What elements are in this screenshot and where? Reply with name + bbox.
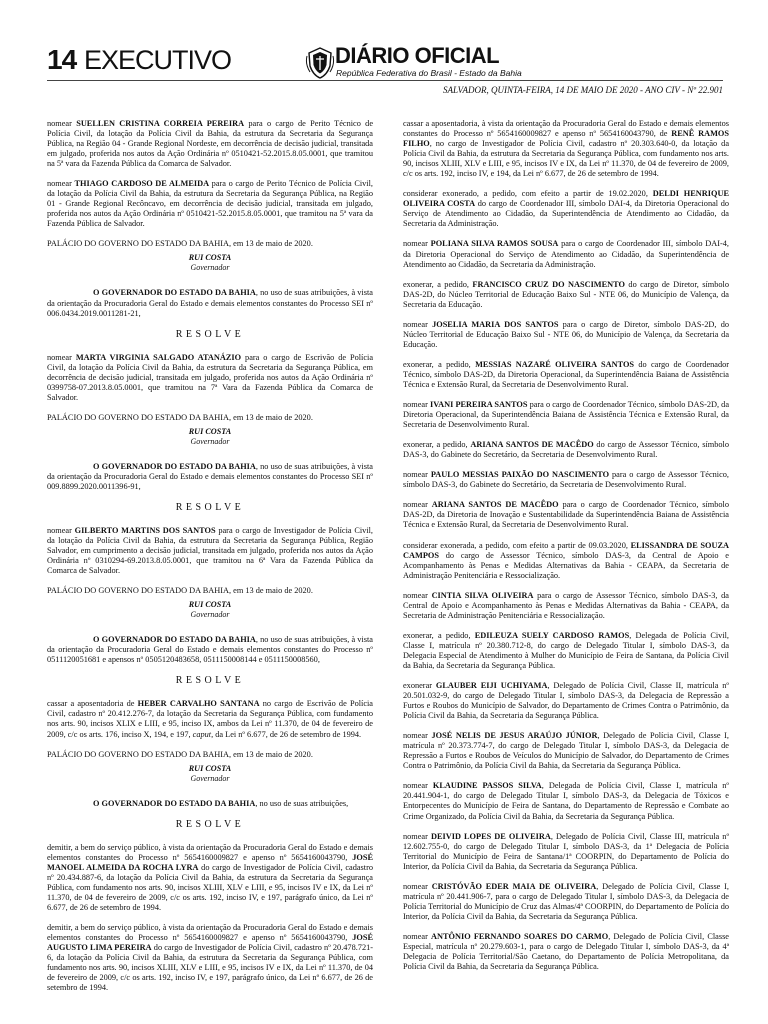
act-paragraph: nomear THIAGO CARDOSO DE ALMEIDA para o cargo de Perito Técnico de Polícia Civil, da lotação da Polícia Civil da Bahia, da estrutura da Secretaria da Segurança Pública, na Região 01 - Grande Regional Recôncavo, em decorrência de decisão judicial, transitada em julgado, proferida nos autos da Ação Ordinária nº 0510421-52.2015.8.05.0001, que tramitou na 5ª vara da Fazenda Pública de Salvador. bbox=[47, 179, 373, 229]
signature-place-date: PALÁCIO DO GOVERNO DO ESTADO DA BAHIA, em 13 de maio de 2020. bbox=[47, 412, 313, 422]
signature-place-date: PALÁCIO DO GOVERNO DO ESTADO DA BAHIA, em 13 de maio de 2020. bbox=[47, 239, 313, 249]
signatory-role: Governador bbox=[190, 263, 230, 273]
signatory-role: Governador bbox=[190, 610, 230, 620]
newspaper-title: DIÁRIO OFICIAL bbox=[335, 43, 500, 68]
signature-place-date: PALÁCIO DO GOVERNO DO ESTADO DA BAHIA, em 13 de maio de 2020. bbox=[47, 749, 313, 759]
right-column bbox=[403, 119, 729, 982]
header-rule bbox=[47, 80, 723, 81]
act-paragraph: exonerar, a pedido, ARIANA SANTOS DE MACÊDO do cargo de Assessor Técnico, símbolo DAS-3, do Gabinete do Secretário, da Secretaria de Desenvolvimento Rural. bbox=[403, 440, 729, 460]
act-paragraph: cassar a aposentadoria de HEBER CARVALHO SANTANA no cargo de Escrivão de Polícia Civil, cadastro nº 20.412.276-7, da lotação da Secretaria da Segurança Pública, com fundamento nos arts. 90, incisos XLIX e LIII, e 95, inciso IX, ambos da Lei nº 11.370, de 04 de fevereiro de 2009, c/c os arts. 176, inciso X, 194, e 197, caput, da Lei nº 6.677, de 26 de setembro de 1994. bbox=[47, 699, 373, 739]
governor-preamble: O GOVERNADOR DO ESTADO DA BAHIA, no uso de suas atribuições, à vista da orientação da Procuradoria Geral do Estado e demais elementos constantes do Processo SEI nº 006.0434.2019.0011281-21, bbox=[47, 288, 373, 318]
act-paragraph: nomear POLIANA SILVA RAMOS SOUSA para o cargo de Coordenador III, símbolo DAI-4, da Diretoria Operacional do Serviço de Atendimento ao Cidadão, da Superintendência de Atendimento ao Cidadão, da Secretaria da Administração. bbox=[403, 239, 729, 269]
act-paragraph: cassar a aposentadoria, à vista da orientação da Procuradoria Geral do Estado e demais elementos constantes do Processo nº 5654160009827 e apenso nº 5654160043790, de RENÊ RAMOS FILHO, no cargo de Investigador de Polícia Civil, cadastro nº 20.303.640-0, da lotação da Polícia Civil da Bahia, da estrutura da Secretaria da Segurança Pública, com fundamento nos arts. 90, incisos XLIII, XLV e LIII, e 95, incisos IV e IX, da Lei nº 11.370, de 04 de fevereiro de 2009, c/c os arts. 192, inciso IV, e 194, da Lei nº 6.677, de 26 de setembro de 1994. bbox=[403, 119, 729, 179]
governor-preamble: O GOVERNADOR DO ESTADO DA BAHIA, no uso de suas atribuições, bbox=[93, 798, 349, 808]
act-paragraph: nomear CRISTÓVÃO EDER MAIA DE OLIVEIRA, Delegado de Polícia Civil, Classe I, matrícula nº 20.441.906-7, para o cargo de Delegado Titular I, símbolo DAS-3, da Delegacia de Polícia Territorial do Município de Cruz das Almas/4ª COORPIN, do Departamento de Polícia do Interior, da Polícia Civil da Bahia, da Secretaria da Segurança Pública. bbox=[403, 881, 730, 921]
act-paragraph: exonerar, a pedido, MESSIAS NAZARÉ OLIVEIRA SANTOS do cargo de Coordenador Técnico, símbolo DAS-2D, da Diretoria Operacional, da Superintendência Baiana de Assistência Técnica e Extensão Rural, da Secretaria de Desenvolvimento Rural. bbox=[403, 359, 730, 389]
signatory-name: RUI COSTA bbox=[188, 600, 232, 610]
coat-of-arms-icon bbox=[305, 46, 335, 80]
dateline: SALVADOR, QUINTA-FEIRA, 14 DE MAIO DE 2020 - ANO CIV - Nº 22.901 bbox=[442, 85, 723, 95]
signatory-role: Governador bbox=[190, 436, 230, 446]
act-paragraph: nomear JOSÉ NELIS DE JESUS ARAÚJO JÚNIOR, Delegado de Polícia Civil, Classe I, matrícula nº 20.373.774-7, do cargo de Delegado Titular I, símbolo DAS-3, da Delegacia de Repressão a Furtos e Roubos de Veículos do Município de Salvador, do Departamento de Crimes Contra o Patrimônio, da Polícia Civil da Bahia, da Secretaria da Segurança Pública. bbox=[403, 731, 729, 771]
act-paragraph: exonerar, a pedido, FRANCISCO CRUZ DO NASCIMENTO do cargo de Diretor, símbolo DAS-2D, do Núcleo Territorial de Educação Baixo Sul - NTE 06, do Município de Valença, da Secretaria da Educação. bbox=[403, 279, 730, 309]
act-paragraph: exonerar, a pedido, EDILEUZA SUELY CARDOSO RAMOS, Delegada de Polícia Civil, Classe I, matrícula nº 20.380.712-8, do cargo de Delegado Titular I, símbolo DAS-3, da Delegacia Especial de Atendimento à Mulher do Município de Feira de Santana, da Polícia Civil da Bahia, da Secretaria da Segurança Pública. bbox=[403, 630, 729, 670]
signatory-role: Governador bbox=[190, 773, 230, 783]
act-paragraph: exonerar GLAUBER EIJI UCHIYAMA, Delegado de Polícia Civil, Classe II, matrícula nº 20.501.032-9, do cargo de Delegado Titular I, símbolo DAS-3, da Delegacia de Repressão a Furtos e Roubos do Município de Salvador, do Departamento de Crimes Contra o Patrimônio, da Polícia Civil da Bahia, da Secretaria da Segurança Pública. bbox=[403, 681, 729, 721]
act-paragraph: nomear GILBERTO MARTINS DOS SANTOS para o cargo de Investigador de Polícia Civil, da lotação da Polícia Civil da Bahia, da estrutura da Secretaria da Segurança Pública, Região Salvador, em cumprimento a decisão judicial, transitada em julgado, proferida nos autos da Ação Ordinária nº 0310294-69.2013.8.05.0001, que tramitou na 6ª Vara da Fazenda Pública da Comarca de Salvador. bbox=[47, 525, 373, 576]
act-paragraph: demitir, a bem do serviço público, à vista da orientação da Procuradoria Geral do Estado e demais elementos constantes do Processo nº 5654160009827 e apenso nº 5654160043790, JOSÉ MANOEL ALMEIDA DA ROCHA LYRA do cargo de Investigador de Polícia Civil, cadastro nº 20.434.887-6, da lotação da Polícia Civil da Bahia, da estrutura da Secretaria da Segurança Pública, com fundamento nos arts. 90, incisos XLIII, XLV e LIII, e 95, incisos IV e IX, da Lei nº 11.370, de 04 de fevereiro de 2009, c/c os arts. 192, inciso IV, e 197, parágrafo único, da Lei nº 6.677, de 26 de setembro de 1994. bbox=[47, 842, 373, 912]
signatory-name: RUI COSTA bbox=[188, 253, 232, 263]
section-title: EXECUTIVO bbox=[84, 45, 232, 75]
act-paragraph: nomear IVANI PEREIRA SANTOS para o cargo de Coordenador Técnico, símbolo DAS-2D, da Diretoria Operacional, da Superintendência Baiana de Assistência Técnica e Extensão Rural, da Secretaria de Desenvolvimento Rural. bbox=[403, 400, 729, 430]
act-paragraph: considerar exonerado, a pedido, com efeito a partir de 19.02.2020, DELDI HENRIQUE OLIVEIRA COSTA do cargo de Coordenador III, símbolo DAI-4, da Diretoria Operacional do Serviço de Atendimento ao Cidadão, da Superintendência de Atendimento ao Cidadão, da Secretaria da Administração. bbox=[403, 189, 730, 229]
left-column bbox=[47, 119, 373, 1003]
act-paragraph: considerar exonerada, a pedido, com efeito a partir de 09.03.2020, ELISSANDRA DE SOUZA CAMPOS do cargo de Assessor Técnico, símbolo DAS-3, da Central de Apoio e Acompanhamento às Penas e Medidas Alternativas da Bahia - CEAPA, da Secretaria de Administração Penitenciária e Ressocialização. bbox=[403, 540, 729, 580]
signatory-name: RUI COSTA bbox=[188, 426, 232, 436]
resolve-heading: RESOLVE bbox=[175, 501, 245, 513]
signature-place-date: PALÁCIO DO GOVERNO DO ESTADO DA BAHIA, em 13 de maio de 2020. bbox=[47, 586, 313, 596]
governor-preamble: O GOVERNADOR DO ESTADO DA BAHIA, no uso de suas atribuições, à vista da orientação da Procuradoria Geral do Estado e demais elementos constantes do Processo SEI nº 009.8899.2020.0011396-91, bbox=[47, 461, 373, 491]
resolve-heading: RESOLVE bbox=[175, 818, 245, 830]
act-paragraph: nomear MARTA VIRGINIA SALGADO ATANÁZIO para o cargo de Escrivão de Polícia Civil, da lotação da Polícia Civil da Bahia, da estrutura da Secretaria da Segurança Pública, em decorrência de decisão judicial, transitada em julgado, proferida nos autos da Ação Ordinária nº 0399758-07.2013.8.05.0001, que tramitou na 7ª Vara da Fazenda Pública da Comarca de Salvador. bbox=[47, 352, 374, 402]
act-paragraph: nomear PAULO MESSIAS PAIXÃO DO NASCIMENTO para o cargo de Assessor Técnico, símbolo DAS-3, do Gabinete do Secretário, da Secretaria de Desenvolvimento Rural. bbox=[403, 470, 730, 490]
act-paragraph: nomear KLAUDINE PASSOS SILVA, Delegada de Polícia Civil, Classe I, matrícula nº 20.441.904-1, do cargo de Delegado Titular I, símbolo DAS-3, da Delegacia de Tóxicos e Entorpecentes do Município de Feira de Santana, do Departamento de Repressão e Combate ao Crime Organizado, da Polícia Civil da Bahia, da Secretaria da Segurança Pública. bbox=[403, 781, 730, 821]
act-paragraph: nomear JOSELIA MARIA DOS SANTOS para o cargo de Diretor, símbolo DAS-2D, do Núcleo Territorial de Educação Baixo Sul - NTE 06, do Município de Valença, da Secretaria da Educação. bbox=[403, 319, 729, 349]
act-paragraph: nomear ARIANA SANTOS DE MACÊDO para o cargo de Coordenador Técnico, símbolo DAS-2D, da Diretoria de Inovação e Sustentabilidade da Superintendência Baiana de Assistência Técnica e Extensão Rural, da Secretaria de Desenvolvimento Rural. bbox=[403, 500, 730, 530]
governor-preamble: O GOVERNADOR DO ESTADO DA BAHIA, no uso de suas atribuições, à vista da orientação da Procuradoria Geral do Estado e demais elementos constantes do Processo nº 0511120051681 e apensos nº 0505120483658, 0511150008144 e 0511150008560, bbox=[47, 635, 373, 665]
newspaper-subtitle: República Federativa do Brasil - Estado da Bahia bbox=[336, 68, 522, 78]
act-paragraph: demitir, a bem do serviço público, à vista da orientação da Procuradoria Geral do Estado e demais elementos constantes do Processo nº 5654160009827 e apenso nº 5654160043790, JOSÉ AUGUSTO LIMA PEREIRA do cargo de Investigador de Polícia Civil, cadastro nº 20.478.721-6, da lotação da Polícia Civil da Bahia, da estrutura da Secretaria da Segurança Pública, com fundamento nos arts. 90, incisos XLIII, XLV e LIII, e 95, incisos IV e IX, da Lei nº 11.370, de 04 de fevereiro de 2009, c/c os arts. 192, inciso IV, e 197, parágrafo único, da Lei nº 6.677, de 26 de setembro de 1994. bbox=[47, 922, 374, 993]
resolve-heading: RESOLVE bbox=[175, 675, 245, 687]
signatory-name: RUI COSTA bbox=[188, 763, 232, 773]
act-paragraph: nomear ANTÔNIO FERNANDO SOARES DO CARMO, Delegado de Polícia Civil, Classe Especial, matrícula nº 20.279.603-1, para o cargo de Delegado Titular I, símbolo DAS-3, da 4ª Delegacia de Polícia Territorial/São Caetano, do Departamento de Polícia Metropolitana, da Polícia Civil da Bahia, da Secretaria da Segurança Pública. bbox=[403, 931, 729, 972]
act-paragraph: nomear SUELLEN CRISTINA CORREIA PEREIRA para o cargo de Perito Técnico de Polícia Civil, da lotação da Polícia Civil da Bahia, da estrutura da Secretaria da Segurança Pública, na Região 04 - Grande Regional Nordeste, em decorrência de decisão judicial, transitada em julgado, proferida nos autos da Ação Ordinária nº 0510421-52.2015.8.05.0001, que tramitou na 5ª vara da Fazenda Pública da Comarca de Salvador. bbox=[47, 119, 374, 169]
act-paragraph: nomear CINTIA SILVA OLIVEIRA para o cargo de Assessor Técnico, símbolo DAS-3, da Central de Apoio e Acompanhamento às Penas e Medidas Alternativas da Bahia - CEAPA, da Secretaria de Administração Penitenciária e Ressocialização. bbox=[403, 590, 729, 620]
page-number: 14 bbox=[47, 44, 77, 75]
act-paragraph: nomear DEIVID LOPES DE OLIVEIRA, Delegado de Polícia Civil, Classe III, matrícula nº 12.602.755-0, do cargo de Delegado Titular I, símbolo DAS-3, da 1ª Delegacia de Polícia Territorial do Município de Feira de Santana/1ª COORPIN, do Departamento de Polícia do Interior, da Polícia Civil da Bahia, da Secretaria da Segurança Pública. bbox=[403, 831, 730, 871]
resolve-heading: RESOLVE bbox=[175, 328, 245, 340]
